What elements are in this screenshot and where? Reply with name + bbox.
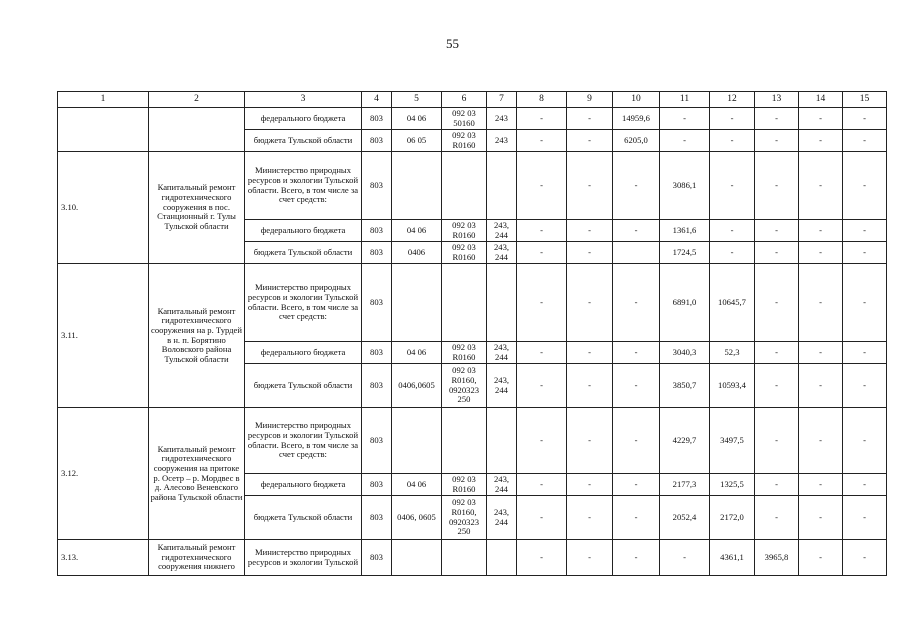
source-cell: бюджета Тульской области: [245, 496, 362, 540]
cell: -: [843, 408, 887, 474]
section-name: Капитальный ремонт гидротехнического сооружения нижнего: [149, 540, 245, 576]
cell: -: [567, 264, 613, 342]
cell: -: [755, 342, 799, 364]
source-cell: бюджета Тульской области: [245, 130, 362, 152]
header-row: [58, 92, 887, 108]
cell: -: [517, 474, 567, 496]
header-cell: 4: [362, 92, 392, 108]
header-cell: 13: [755, 92, 799, 108]
page-number: 55: [446, 36, 459, 51]
cell: 803: [362, 152, 392, 220]
cell: -: [710, 220, 755, 242]
cell: 1724,5: [660, 242, 710, 264]
cell: -: [799, 364, 843, 408]
cell: -: [567, 220, 613, 242]
header-cell: 8: [517, 92, 567, 108]
cell: 092 03 R0160, 0920323 250: [442, 364, 487, 408]
cell: -: [843, 364, 887, 408]
cell: -: [567, 242, 613, 264]
cell: -: [517, 108, 567, 130]
cell: 3965,8: [755, 540, 799, 576]
cell: -: [710, 108, 755, 130]
cell: 092 03 R0160, 0920323 250: [442, 496, 487, 540]
cell: 4229,7: [660, 408, 710, 474]
cell: 803: [362, 474, 392, 496]
cell: -: [799, 474, 843, 496]
cell: -: [517, 152, 567, 220]
source-cell: Министерство природных ресурсов и экологии Тульской области. Всего, в том числе за счет средств:: [245, 264, 362, 342]
cell: 2052,4: [660, 496, 710, 540]
cell: -: [755, 152, 799, 220]
cell: -: [517, 408, 567, 474]
header-cell: 6: [442, 92, 487, 108]
cell: 803: [362, 242, 392, 264]
header-cell: 9: [567, 92, 613, 108]
cell: [613, 242, 660, 264]
section-number: 3.10.: [58, 152, 149, 264]
cell: -: [613, 264, 660, 342]
cell: -: [843, 474, 887, 496]
cell: 04 06: [392, 108, 442, 130]
cell: [487, 408, 517, 474]
cell: -: [755, 408, 799, 474]
cell: 092 03 R0160: [442, 342, 487, 364]
cell: [392, 408, 442, 474]
source-cell: федерального бюджета: [245, 108, 362, 130]
cell: 6891,0: [660, 264, 710, 342]
cell: 04 06: [392, 220, 442, 242]
cell: -: [567, 408, 613, 474]
cell: -: [613, 364, 660, 408]
cell: 803: [362, 496, 392, 540]
cell: -: [799, 242, 843, 264]
cell: 0406, 0605: [392, 496, 442, 540]
cell: -: [843, 108, 887, 130]
cell: 3497,5: [710, 408, 755, 474]
cell: -: [755, 264, 799, 342]
section-number: 3.12.: [58, 408, 149, 540]
cell: 243: [487, 108, 517, 130]
cell: 243: [487, 130, 517, 152]
cell: [487, 540, 517, 576]
cell: -: [755, 364, 799, 408]
section-name-cell: [149, 108, 245, 152]
cell: 243, 244: [487, 242, 517, 264]
cell: 1361,6: [660, 220, 710, 242]
cell: -: [517, 220, 567, 242]
section-name: Капитальный ремонт гидротехнического сооружения на р. Турдей в н. п. Борятино Воловского района Тульской области: [149, 264, 245, 408]
cell: 803: [362, 264, 392, 342]
cell: 10645,7: [710, 264, 755, 342]
cell: -: [755, 496, 799, 540]
header-cell: 12: [710, 92, 755, 108]
cell: -: [710, 130, 755, 152]
cell: -: [843, 264, 887, 342]
cell: 092 03 50160: [442, 108, 487, 130]
cell: -: [799, 408, 843, 474]
table-row: [58, 540, 887, 576]
cell: -: [843, 220, 887, 242]
cell: -: [799, 264, 843, 342]
cell: -: [843, 152, 887, 220]
cell: -: [613, 152, 660, 220]
section-number-cell: [58, 108, 149, 152]
cell: 4361,1: [710, 540, 755, 576]
cell: -: [567, 130, 613, 152]
cell: -: [517, 264, 567, 342]
cell: -: [567, 474, 613, 496]
cell: 3040,3: [660, 342, 710, 364]
header-cell: 11: [660, 92, 710, 108]
cell: 243, 244: [487, 220, 517, 242]
cell: -: [755, 130, 799, 152]
cell: [392, 540, 442, 576]
cell: -: [567, 496, 613, 540]
cell: -: [613, 342, 660, 364]
cell: -: [799, 220, 843, 242]
cell: -: [567, 540, 613, 576]
cell: 803: [362, 408, 392, 474]
cell: 2177,3: [660, 474, 710, 496]
cell: 6205,0: [613, 130, 660, 152]
header-cell: 3: [245, 92, 362, 108]
cell: -: [799, 130, 843, 152]
cell: -: [843, 540, 887, 576]
source-cell: федерального бюджета: [245, 342, 362, 364]
cell: 04 06: [392, 342, 442, 364]
cell: -: [799, 496, 843, 540]
cell: 0406,0605: [392, 364, 442, 408]
cell: -: [567, 152, 613, 220]
source-cell: Министерство природных ресурсов и экологии Тульской области. Всего, в том числе за счет средств:: [245, 408, 362, 474]
cell: 803: [362, 130, 392, 152]
cell: 10593,4: [710, 364, 755, 408]
cell: -: [710, 242, 755, 264]
cell: [392, 264, 442, 342]
cell: -: [567, 342, 613, 364]
budget-table: [57, 91, 887, 576]
cell: -: [799, 342, 843, 364]
cell: 52,3: [710, 342, 755, 364]
cell: 2172,0: [710, 496, 755, 540]
source-cell: Министерство природных ресурсов и экологии Тульской области. Всего, в том числе за счет средств:: [245, 152, 362, 220]
cell: -: [843, 342, 887, 364]
cell: [487, 152, 517, 220]
cell: -: [843, 130, 887, 152]
source-cell: бюджета Тульской области: [245, 364, 362, 408]
cell: -: [755, 474, 799, 496]
table-row: [58, 108, 887, 130]
cell: -: [843, 496, 887, 540]
cell: -: [755, 220, 799, 242]
cell: -: [613, 496, 660, 540]
cell: 092 03 R0160: [442, 474, 487, 496]
header-cell: 10: [613, 92, 660, 108]
cell: -: [567, 364, 613, 408]
cell: [442, 152, 487, 220]
cell: -: [517, 342, 567, 364]
cell: -: [799, 152, 843, 220]
cell: -: [799, 108, 843, 130]
header-cell: 14: [799, 92, 843, 108]
section-name: Капитальный ремонт гидротехнического сооружения на притоке р. Осетр – р. Мордвес в д. Алесово Веневского района Тульской области: [149, 408, 245, 540]
cell: -: [613, 408, 660, 474]
cell: [442, 264, 487, 342]
cell: 803: [362, 540, 392, 576]
cell: [442, 540, 487, 576]
cell: 243, 244: [487, 474, 517, 496]
header-cell: 1: [58, 92, 149, 108]
cell: [442, 408, 487, 474]
cell: -: [517, 364, 567, 408]
cell: -: [755, 108, 799, 130]
cell: -: [660, 108, 710, 130]
cell: -: [799, 540, 843, 576]
cell: -: [755, 242, 799, 264]
source-cell: федерального бюджета: [245, 474, 362, 496]
section-number: 3.13.: [58, 540, 149, 576]
source-cell: федерального бюджета: [245, 220, 362, 242]
cell: -: [710, 152, 755, 220]
cell: 803: [362, 108, 392, 130]
cell: 3086,1: [660, 152, 710, 220]
cell: -: [843, 242, 887, 264]
cell: -: [660, 130, 710, 152]
header-cell: 7: [487, 92, 517, 108]
cell: 3850,7: [660, 364, 710, 408]
cell: -: [660, 540, 710, 576]
cell: -: [517, 540, 567, 576]
table-row: [58, 408, 887, 474]
cell: -: [613, 474, 660, 496]
cell: 0406: [392, 242, 442, 264]
header-cell: 5: [392, 92, 442, 108]
cell: 092 03 R0160: [442, 220, 487, 242]
cell: -: [517, 242, 567, 264]
cell: -: [517, 130, 567, 152]
source-cell: Министерство природных ресурсов и экологии Тульской: [245, 540, 362, 576]
cell: 092 03 R0160: [442, 242, 487, 264]
source-cell: бюджета Тульской области: [245, 242, 362, 264]
cell: -: [613, 540, 660, 576]
cell: 803: [362, 364, 392, 408]
cell: 803: [362, 220, 392, 242]
cell: [487, 264, 517, 342]
cell: -: [517, 496, 567, 540]
cell: 06 05: [392, 130, 442, 152]
cell: 04 06: [392, 474, 442, 496]
header-cell: 15: [843, 92, 887, 108]
table-row: [58, 264, 887, 342]
cell: 243, 244: [487, 496, 517, 540]
cell: [392, 152, 442, 220]
header-cell: 2: [149, 92, 245, 108]
section-name: Капитальный ремонт гидротехнического сооружения в пос. Станционный г. Тулы Тульской области: [149, 152, 245, 264]
cell: 092 03 R0160: [442, 130, 487, 152]
cell: 243, 244: [487, 342, 517, 364]
cell: 803: [362, 342, 392, 364]
cell: 243, 244: [487, 364, 517, 408]
cell: -: [567, 108, 613, 130]
cell: 14959,6: [613, 108, 660, 130]
section-number: 3.11.: [58, 264, 149, 408]
table-row: [58, 152, 887, 220]
cell: -: [613, 220, 660, 242]
cell: 1325,5: [710, 474, 755, 496]
